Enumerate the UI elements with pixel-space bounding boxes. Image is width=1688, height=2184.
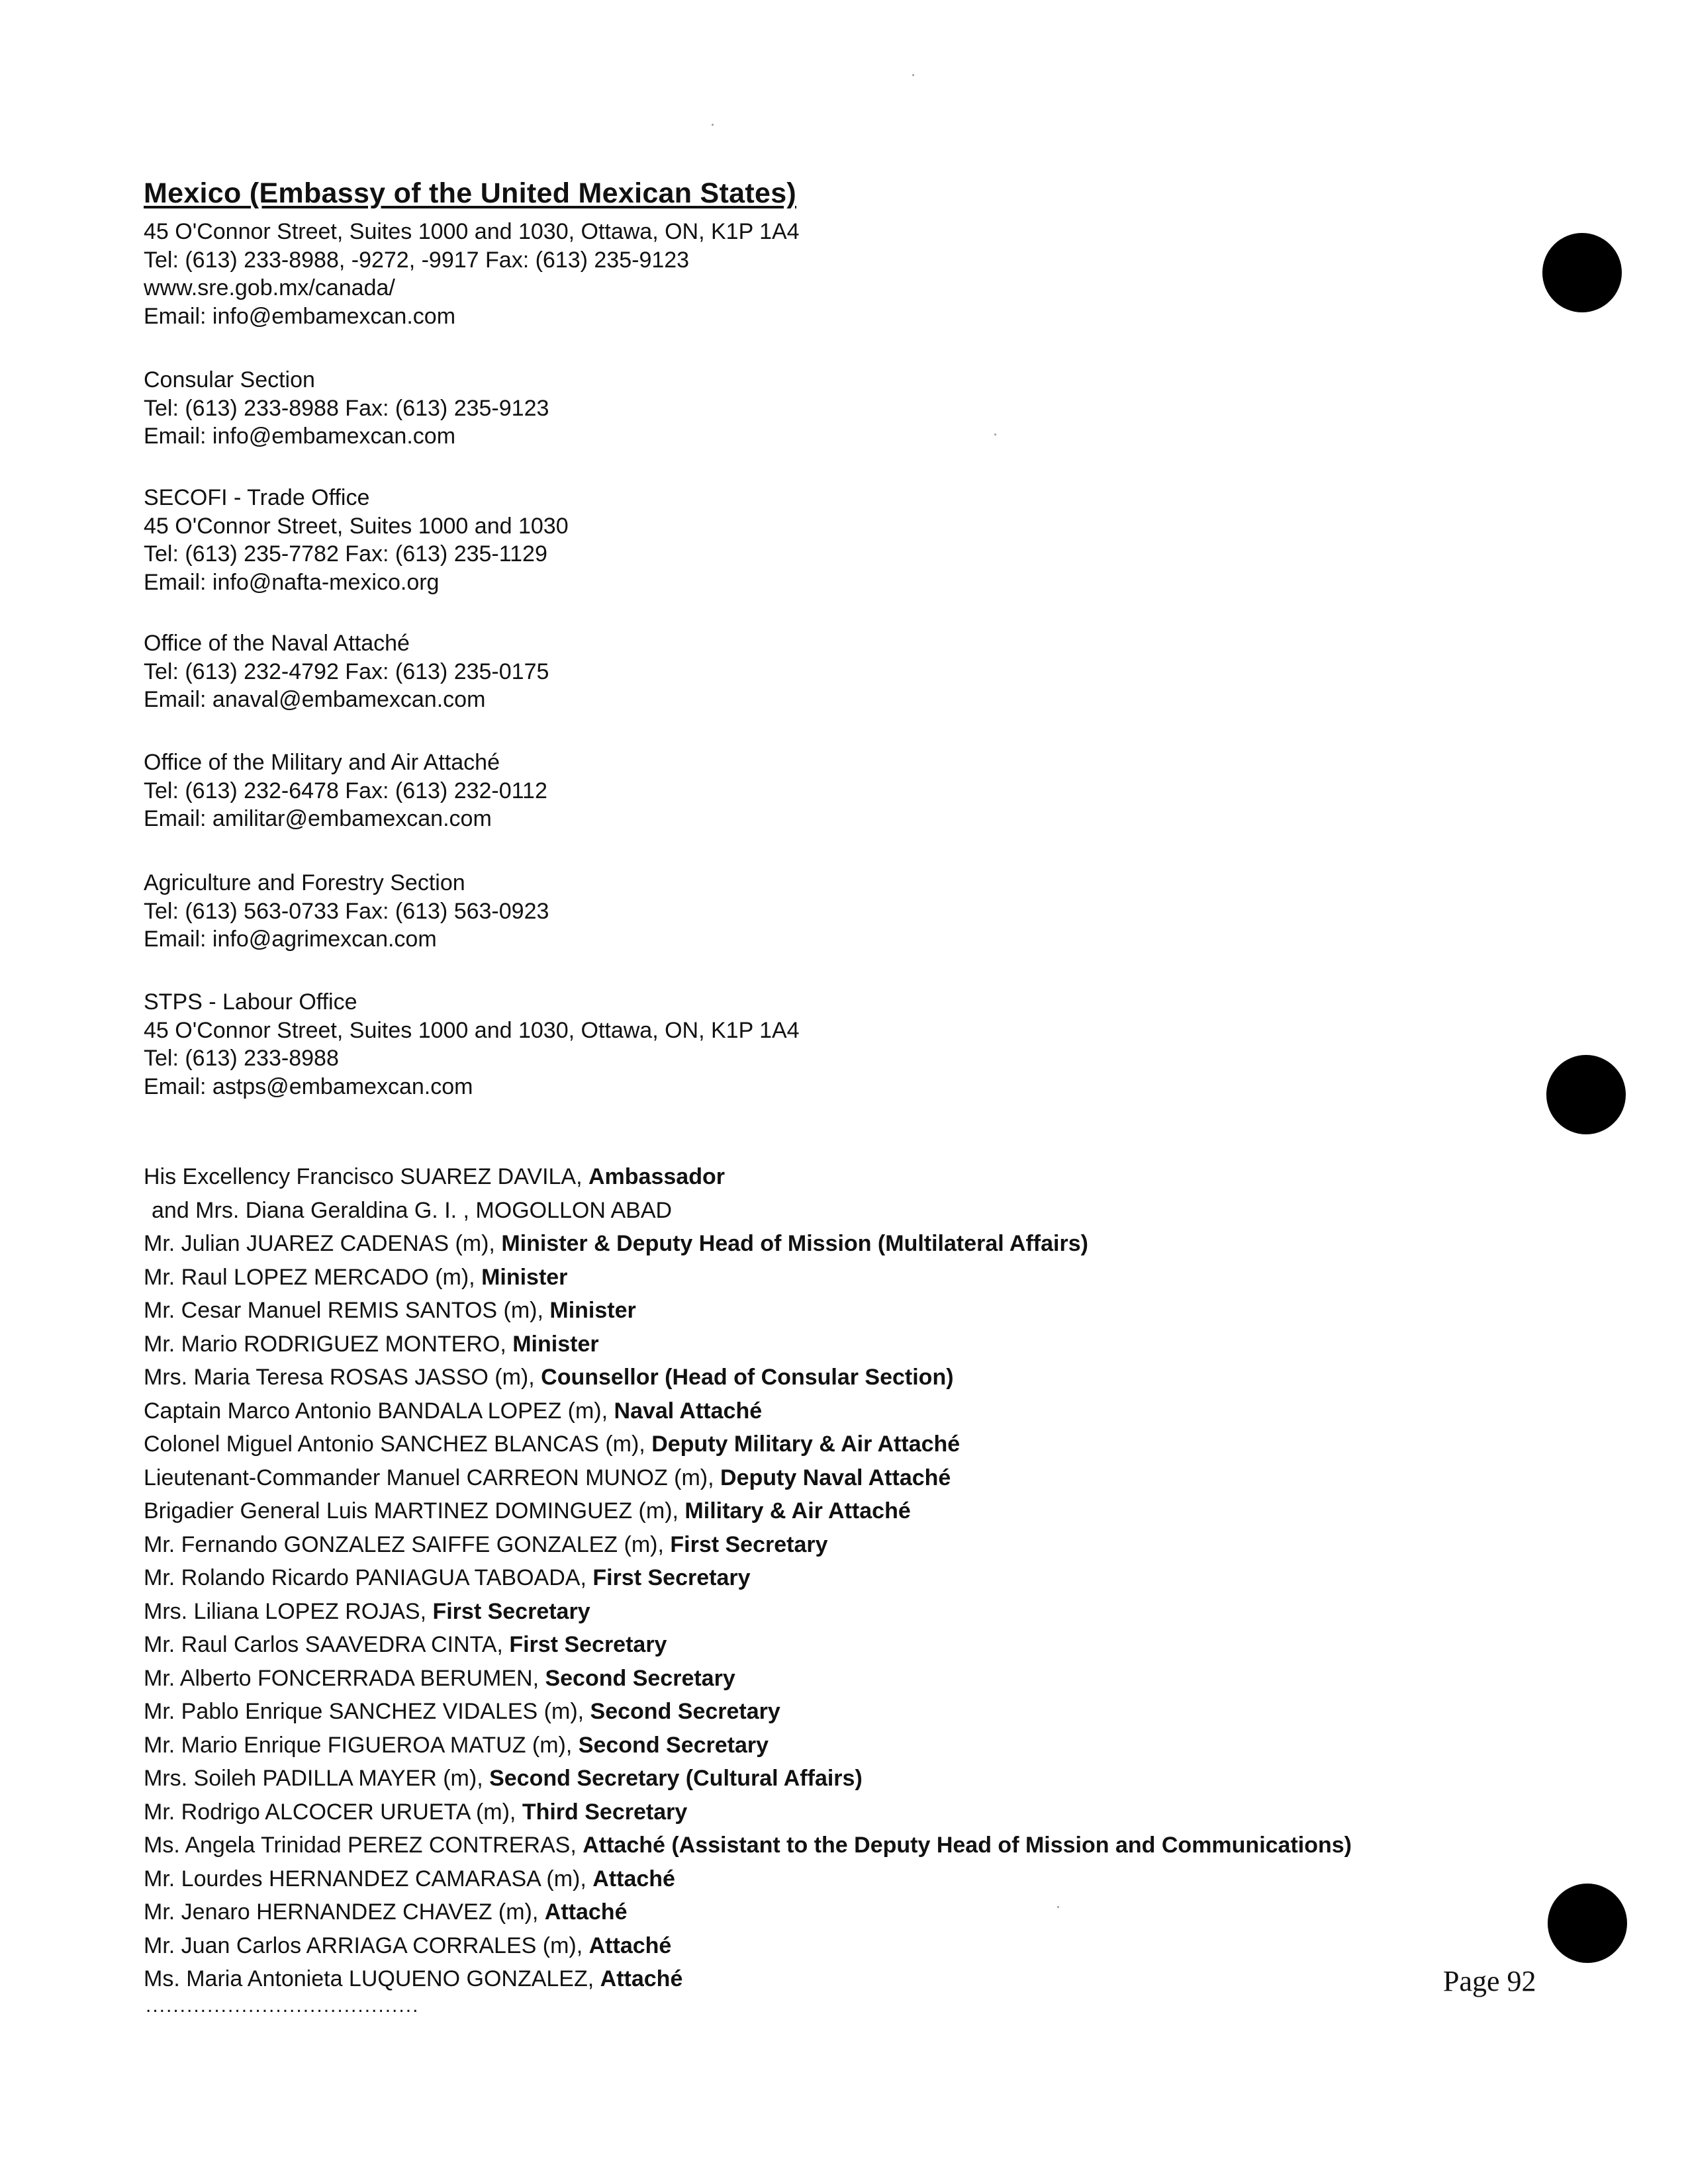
staff-role: Attaché [588, 1933, 672, 1958]
staff-role: Counsellor (Head of Consular Section) [541, 1365, 954, 1390]
staff-row [144, 1428, 1352, 1461]
staff-name: Mr. Juan Carlos ARRIAGA CORRALES (m), [144, 1933, 589, 1958]
section-title: Office of the Naval Attaché [144, 631, 410, 656]
staff-name: Lieutenant-Commander Manuel CARREON MUNOZ (m), [144, 1465, 721, 1490]
section-phone: Tel: (613) 232-6478 Fax: (613) 232-0112 [144, 778, 547, 803]
staff-row [144, 1494, 1352, 1528]
staff-row [144, 1862, 1352, 1896]
staff-row [144, 1561, 1352, 1595]
staff-role: Second Secretary (Cultural Affairs) [489, 1766, 863, 1791]
staff-name: Mr. Raul Carlos SAAVEDRA CINTA, [144, 1632, 510, 1657]
section-title: Agriculture and Forestry Section [144, 870, 465, 895]
staff-name: Mr. Lourdes HERNANDEZ CAMARASA (m), [144, 1866, 593, 1891]
staff-row [144, 1895, 1352, 1929]
staff-name: Captain Marco Antonio BANDALA LOPEZ (m), [144, 1398, 614, 1424]
staff-role: First Secretary [670, 1531, 828, 1557]
staff-row [144, 1160, 1352, 1194]
scan-speck [994, 433, 996, 435]
scan-speck [1057, 1906, 1059, 1908]
embassy-website: www.sre.gob.mx/canada/ [144, 275, 395, 300]
staff-name: Mr. Julian JUAREZ CADENAS (m), [144, 1231, 502, 1256]
trade-office-section [144, 484, 569, 596]
staff-role: Attaché (Assistant to the Deputy Head of Mission and Communications) [583, 1833, 1352, 1858]
staff-name: Mr. Raul LOPEZ MERCADO (m), [144, 1264, 482, 1290]
staff-role: Second Secretary [545, 1665, 735, 1691]
staff-name: Mr. Mario RODRIGUEZ MONTERO, [144, 1331, 513, 1357]
binder-hole-icon [1548, 1884, 1627, 1963]
staff-name: Mr. Fernando GONZALEZ SAIFFE GONZALEZ (m), [144, 1531, 671, 1557]
continuation-dots: ........................................ [146, 1995, 420, 2017]
section-phone: Tel: (613) 235-7782 Fax: (613) 235-1129 [144, 541, 547, 567]
staff-role: First Secretary [432, 1598, 590, 1624]
section-title: SECOFI - Trade Office [144, 485, 370, 510]
staff-row [144, 1829, 1352, 1862]
staff-role: Minister [549, 1298, 636, 1323]
staff-row [144, 1294, 1352, 1328]
staff-role: Second Secretary [590, 1699, 780, 1724]
staff-name: His Excellency Francisco SUAREZ DAVILA, [144, 1164, 588, 1189]
section-title: STPS - Labour Office [144, 989, 357, 1015]
staff-name: Mr. Mario Enrique FIGUEROA MATUZ (m), [144, 1732, 579, 1758]
section-title: Office of the Military and Air Attaché [144, 750, 500, 775]
staff-name: Mr. Rolando Ricardo PANIAGUA TABOADA, [144, 1565, 593, 1590]
staff-row [144, 1328, 1352, 1361]
staff-row [144, 1595, 1352, 1629]
section-email: Email: amilitar@embamexcan.com [144, 806, 492, 831]
staff-role: Third Secretary [522, 1799, 688, 1825]
staff-role: Deputy Military & Air Attaché [651, 1432, 961, 1457]
consular-section [144, 366, 549, 451]
staff-name: Mr. Rodrigo ALCOCER URUETA (m), [144, 1799, 522, 1825]
staff-row [144, 1394, 1352, 1428]
section-phone: Tel: (613) 232-4792 Fax: (613) 235-0175 [144, 659, 549, 684]
section-email: Email: astps@embamexcan.com [144, 1073, 473, 1099]
section-email: Email: info@nafta-mexico.org [144, 569, 440, 595]
staff-list [144, 1160, 1352, 1996]
staff-role: Minister & Deputy Head of Mission (Multilateral Affairs) [501, 1231, 1088, 1256]
staff-role: Second Secretary [578, 1732, 769, 1758]
staff-role: First Secretary [592, 1565, 751, 1590]
embassy-address: 45 O'Connor Street, Suites 1000 and 1030, Ottawa, ON, K1P 1A4 [144, 219, 800, 244]
staff-row [144, 1729, 1352, 1762]
staff-row [144, 1194, 1352, 1228]
staff-row [144, 1461, 1352, 1495]
staff-role: Ambassador [588, 1164, 725, 1189]
staff-role: Minister [512, 1331, 599, 1357]
staff-row [144, 1662, 1352, 1696]
embassy-email: Email: info@embamexcan.com [144, 303, 456, 329]
staff-role: First Secretary [509, 1632, 667, 1657]
staff-role: Minister [481, 1264, 568, 1290]
staff-name: Mrs. Liliana LOPEZ ROJAS, [144, 1598, 433, 1624]
staff-name: Brigadier General Luis MARTINEZ DOMINGUEZ (m), [144, 1498, 685, 1524]
section-phone: Tel: (613) 563-0733 Fax: (613) 563-0923 [144, 898, 549, 924]
staff-name: Ms. Maria Antonieta LUQUENO GONZALEZ, [144, 1966, 600, 1991]
staff-name: Mr. Cesar Manuel REMIS SANTOS (m), [144, 1298, 550, 1323]
agriculture-section [144, 869, 549, 954]
section-phone: Tel: (613) 233-8988 Fax: (613) 235-9123 [144, 395, 549, 421]
page-number: Page 92 [1443, 1965, 1536, 1997]
section-address: 45 O'Connor Street, Suites 1000 and 1030, Ottawa, ON, K1P 1A4 [144, 1017, 800, 1043]
embassy-contact [144, 218, 800, 330]
section-email: Email: anaval@embamexcan.com [144, 687, 486, 712]
scan-speck [912, 74, 914, 76]
staff-row [144, 1628, 1352, 1662]
page-title: Mexico (Embassy of the United Mexican States) [144, 177, 797, 209]
staff-role: Naval Attaché [614, 1398, 763, 1424]
staff-role: Attaché [592, 1866, 675, 1891]
staff-name: Mr. Jenaro HERNANDEZ CHAVEZ (m), [144, 1899, 545, 1925]
staff-row [144, 1261, 1352, 1295]
staff-name: Colonel Miguel Antonio SANCHEZ BLANCAS (m), [144, 1432, 652, 1457]
binder-hole-icon [1542, 233, 1622, 312]
section-email: Email: info@agrimexcan.com [144, 927, 437, 952]
staff-name: Mr. Pablo Enrique SANCHEZ VIDALES (m), [144, 1699, 590, 1724]
staff-row [144, 1762, 1352, 1796]
staff-row [144, 1796, 1352, 1829]
staff-role: Attaché [544, 1899, 628, 1925]
staff-row [144, 1929, 1352, 1963]
staff-role: Military & Air Attaché [684, 1498, 911, 1524]
military-attache-section [144, 749, 547, 833]
staff-row [144, 1962, 1352, 1996]
staff-name: Ms. Angela Trinidad PEREZ CONTRERAS, [144, 1833, 583, 1858]
section-address: 45 O'Connor Street, Suites 1000 and 1030 [144, 513, 569, 539]
staff-name: and Mrs. Diana Geraldina G. I. , MOGOLLON ABAD [152, 1197, 673, 1223]
staff-role: Deputy Naval Attaché [720, 1465, 951, 1490]
scan-speck [712, 124, 714, 126]
section-phone: Tel: (613) 233-8988 [144, 1046, 339, 1071]
staff-row [144, 1695, 1352, 1729]
staff-role: Attaché [600, 1966, 683, 1991]
section-email: Email: info@embamexcan.com [144, 424, 456, 449]
staff-row [144, 1361, 1352, 1394]
staff-row [144, 1528, 1352, 1562]
staff-name: Mrs. Maria Teresa ROSAS JASSO (m), [144, 1365, 541, 1390]
naval-attache-section [144, 629, 549, 714]
staff-name: Mr. Alberto FONCERRADA BERUMEN, [144, 1665, 545, 1691]
labour-office-section [144, 988, 800, 1101]
staff-name: Mrs. Soileh PADILLA MAYER (m), [144, 1766, 490, 1791]
staff-row [144, 1227, 1352, 1261]
section-title: Consular Section [144, 367, 315, 392]
binder-hole-icon [1546, 1055, 1626, 1134]
embassy-phone: Tel: (613) 233-8988, -9272, -9917 Fax: (613) 235-9123 [144, 247, 690, 273]
